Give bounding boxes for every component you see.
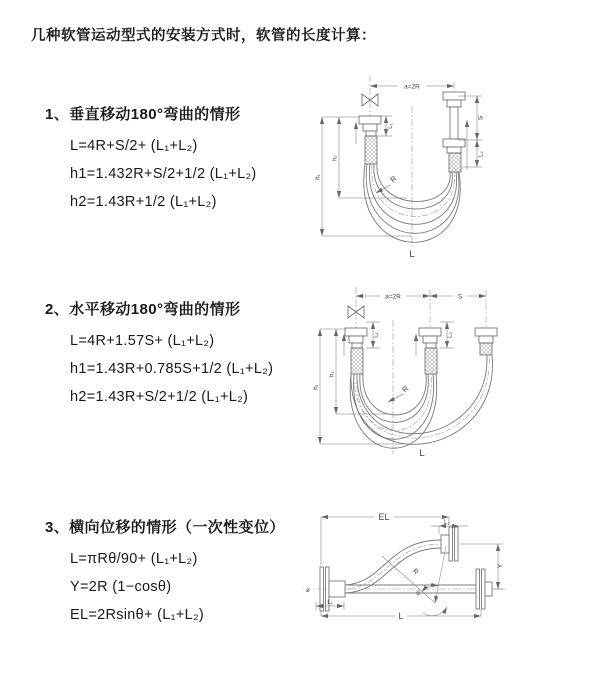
dim-label-y: Y <box>497 563 505 569</box>
dim-label-a2r: a=2R <box>404 83 420 91</box>
formula-L: L=4R+S/2+ (L₁+L₂) <box>70 138 198 154</box>
dim-label-h1: h₁ <box>313 384 320 390</box>
diagram-horizontal-180 <box>310 282 548 460</box>
section-lateral-displacement <box>45 518 285 629</box>
diagram-lateral-displacement <box>296 503 564 655</box>
dim-label-l2: L₂ <box>447 332 454 338</box>
dim-label-l1: L₁ <box>373 332 380 338</box>
dim-label-l: L <box>409 249 415 260</box>
pipe-fittings <box>320 527 492 611</box>
formula-L: L=πRθ/90+ (L₁+L₂) <box>70 551 198 567</box>
formula-h2: h2=1.43R+1/2 (L₁+L₂) <box>70 194 217 210</box>
formula-group <box>70 132 257 216</box>
dim-label-r: R <box>388 173 399 185</box>
hose-loops <box>350 355 492 448</box>
dim-label-l1: L₁ <box>388 123 394 129</box>
formula-h2: h2=1.43R+S/2+1/2 (L₁+L₂) <box>70 389 249 405</box>
dim-label-l2: L₂ <box>444 519 450 526</box>
section-horizontal-180 <box>45 300 273 411</box>
centerlines <box>370 75 454 248</box>
formula-h1: h1=1.43R+0.785S+1/2 (L₁+L₂) <box>70 361 274 377</box>
dim-label-el: EL <box>378 512 390 522</box>
dim-label-r: R <box>400 383 411 395</box>
dim-label-r: R <box>410 567 420 577</box>
construction-lines <box>382 546 447 616</box>
dim-label-h2: h₂ <box>332 155 339 161</box>
formula-Y: Y=2R (1−cosθ) <box>70 579 172 595</box>
formula-h1: h1=1.432R+S/2+1/2 (L₁+L₂) <box>70 166 257 182</box>
dim-label-s: S <box>477 115 485 121</box>
pipe-fittings <box>345 328 497 348</box>
dim-label-l: L <box>419 448 425 459</box>
dim-label-l: L <box>398 611 404 621</box>
formula-EL: EL=2Rsinθ+ (L₁+L₂) <box>70 607 205 623</box>
dim-label-a2r: a=2R <box>385 293 401 301</box>
section-heading: 2、水平移动180°弯曲的情形 <box>45 301 241 318</box>
angle-theta-label: θ <box>416 590 420 597</box>
section-vertical-180 <box>45 105 257 216</box>
formula-L: L=4R+1.57S+ (L₁+L₂) <box>70 333 215 349</box>
diagram-vertical-180 <box>312 70 524 262</box>
dim-label-h2: h₂ <box>329 371 336 377</box>
centerline-phi-label: ø <box>306 588 310 594</box>
dimension-lines <box>316 517 503 616</box>
dim-label-s: S <box>457 293 463 301</box>
dim-label-l2: L₂ <box>478 151 485 157</box>
formula-group <box>70 545 285 629</box>
page-title: 几种软管运动型式的安装方式时，软管的长度计算： <box>31 28 376 44</box>
dim-label-l1: L₁ <box>327 600 333 606</box>
section-heading: 3、横向位移的情形（一次性变位） <box>45 519 285 536</box>
section-heading: 1、垂直移动180°弯曲的情形 <box>45 106 241 123</box>
braided-hose-ends <box>351 343 492 374</box>
formula-group <box>70 327 273 411</box>
centerlines <box>356 287 486 454</box>
dim-label-h1: h₁ <box>315 174 322 180</box>
